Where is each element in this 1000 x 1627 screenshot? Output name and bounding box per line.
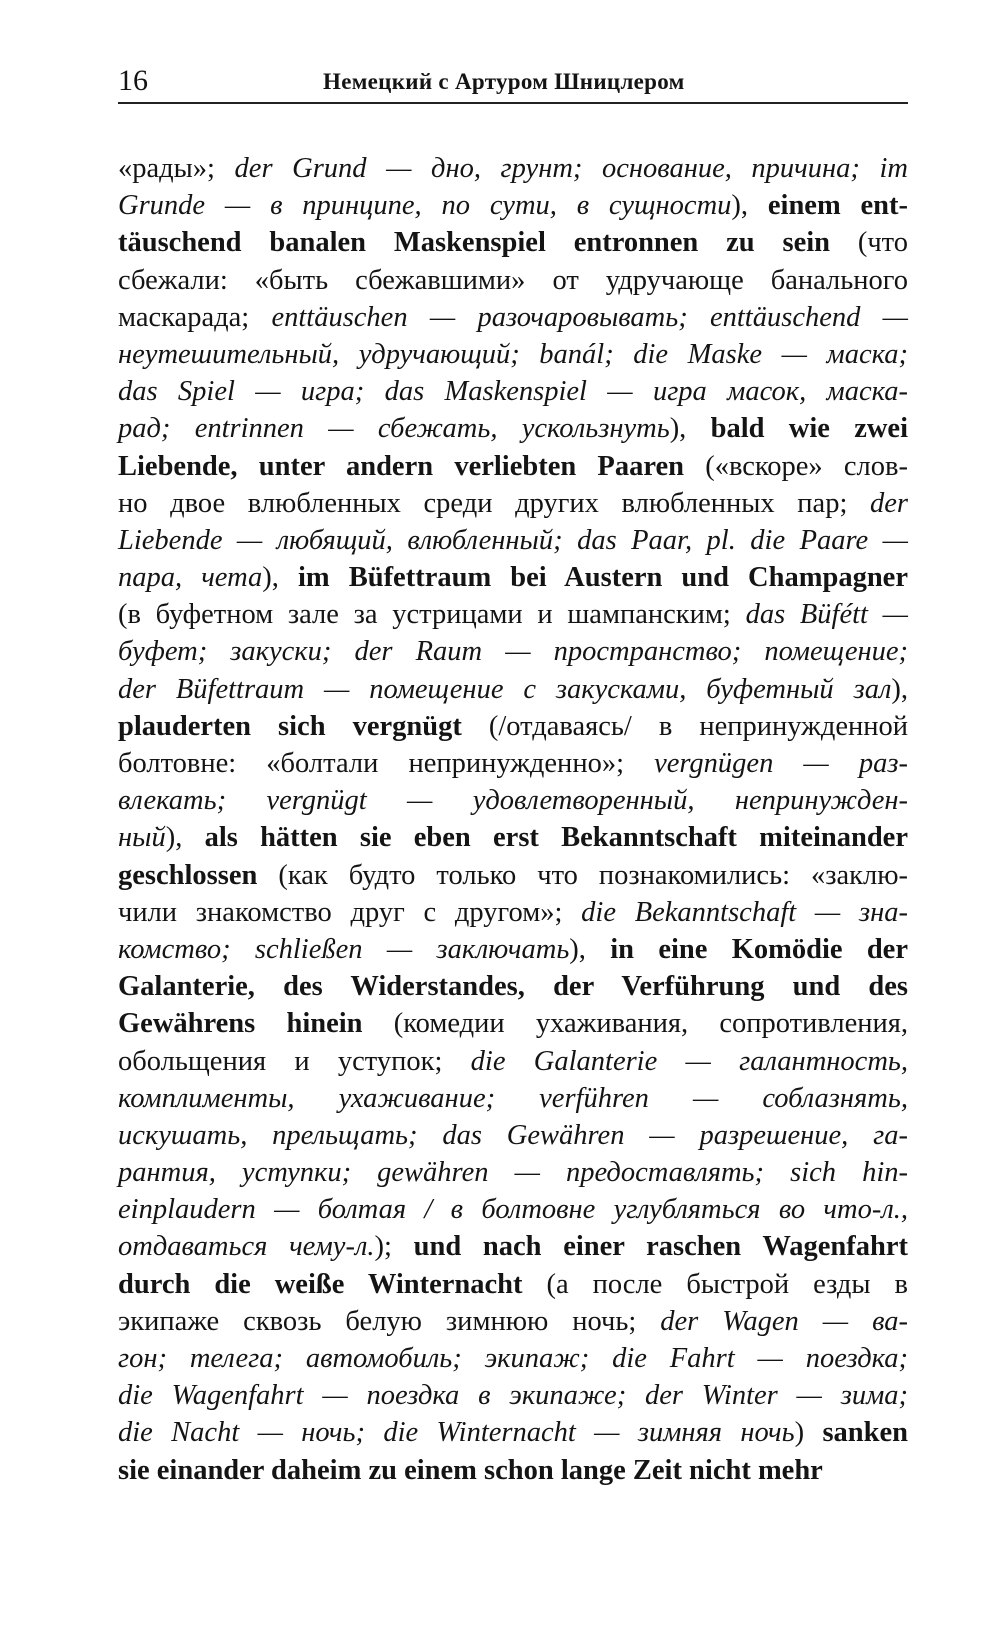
russian-translation: (/отдаваясь/ в непринужденной [461, 710, 908, 742]
vocabulary-gloss: vergnügen — раз- [654, 748, 908, 779]
text-line [118, 968, 908, 1005]
russian-translation: ), [262, 562, 298, 594]
text-line [118, 336, 908, 373]
text-line [118, 1303, 908, 1340]
text-line [118, 633, 908, 670]
german-source-text: geschlossen [118, 859, 258, 891]
text-line [118, 782, 908, 819]
text-line [118, 1117, 908, 1154]
text-line [118, 894, 908, 931]
vocabulary-gloss: неутешительный, удручающий; banál; die Maske — маска; [118, 338, 908, 370]
vocabulary-gloss: комство; schließen — заключать [118, 933, 570, 965]
text-line [118, 1043, 908, 1080]
text-line [118, 1154, 908, 1191]
vocabulary-gloss: гон; телега; автомобиль; экипаж; die Fahrt — поездка; [118, 1343, 908, 1374]
vocabulary-gloss: die Galanterie — галантность, [470, 1045, 908, 1077]
russian-translation: ), [165, 822, 205, 854]
russian-translation: (что [830, 227, 908, 259]
text-line [118, 1080, 908, 1117]
russian-translation: (как будто только что познакомились: «заклю- [257, 859, 908, 891]
vocabulary-gloss: рад; entrinnen — сбежать, ускользнуть [118, 413, 670, 445]
vocabulary-gloss: пара, чета [118, 562, 263, 594]
running-title: Немецкий с Артуром Шницлером [323, 69, 685, 94]
text-line [118, 596, 908, 633]
russian-translation: ) [794, 1417, 823, 1449]
russian-translation: болтовне: «болтали непринужденно»; [118, 748, 655, 779]
german-source-text: in eine Komödie der [610, 933, 908, 965]
text-line [118, 1266, 908, 1303]
german-source-text: als hätten sie eben erst Bekanntschaft miteinander [204, 822, 908, 854]
vocabulary-gloss: комплименты, ухаживание; verführen — соблазнять, [118, 1082, 908, 1114]
russian-translation: маскарада; [118, 301, 272, 333]
vocabulary-gloss: die Wagenfahrt — поездка в экипаже; der Winter — зима; [118, 1380, 908, 1412]
text-line [118, 485, 908, 522]
german-source-text: täuschend banalen Maskenspiel entronnen zu sein [118, 227, 830, 259]
page-number: 16 [118, 64, 148, 97]
vocabulary-gloss: рантия, уступки; gewähren — предоставлять; sich hin- [118, 1157, 908, 1189]
vocabulary-gloss: Grunde — в принципе, по сути, в сущности [118, 190, 732, 222]
german-source-text: und nach einer raschen Wagenfahrt [413, 1231, 908, 1263]
russian-translation: ), [731, 190, 768, 222]
german-source-text: durch die weiße Winternacht [118, 1268, 523, 1300]
text-line [118, 708, 908, 745]
russian-translation: но двое влюбленных среди других влюбленных пар; [118, 487, 870, 519]
page-header [118, 62, 908, 104]
russian-translation: ); [374, 1231, 414, 1263]
text-line [118, 448, 908, 485]
german-source-text: sie einander daheim zu einem schon lange Zeit nicht mehr [118, 1454, 823, 1486]
russian-translation: ), [569, 933, 611, 965]
vocabulary-gloss: отдаваться чему-л. [118, 1231, 375, 1263]
russian-translation: (комедии ухаживания, сопротивления, [362, 1008, 908, 1040]
text-line [118, 559, 908, 596]
vocabulary-gloss: der [870, 487, 908, 519]
german-source-text: einem ent- [767, 190, 908, 222]
vocabulary-gloss: влекать; vergnügt — удовлетворенный, непринужден- [118, 785, 908, 817]
vocabulary-gloss: einplaudern — болтая / в болтовне углубляться во что-л., [118, 1194, 908, 1226]
text-line [118, 1191, 908, 1228]
text-line [118, 1377, 908, 1414]
russian-translation: обольщения и уступок; [118, 1045, 471, 1077]
vocabulary-gloss: der Büfettraum — помещение с закусками, буфетный зал [118, 673, 892, 705]
vocabulary-gloss: enttäuschen — разочаровывать; enttäuschend — [271, 301, 908, 333]
text-line [118, 1452, 908, 1489]
german-source-text: Gewährens hinein [118, 1008, 363, 1040]
russian-translation: («вскоре» слов- [683, 450, 908, 482]
vocabulary-gloss: ный [118, 822, 166, 854]
russian-translation: сбежали: «быть сбежавшими» от удручающе банального [118, 264, 908, 296]
russian-translation: «рады»; [118, 153, 235, 184]
vocabulary-gloss: die Bekanntschaft — зна- [581, 896, 908, 928]
text-line [118, 373, 908, 410]
text-line [118, 671, 908, 708]
russian-translation: (а после быстрой езды в [522, 1268, 908, 1300]
text-line [118, 1005, 908, 1042]
german-source-text: plauderten sich vergnügt [118, 710, 462, 742]
german-source-text: bald wie zwei [710, 413, 908, 445]
russian-translation: экипаже сквозь белую зимнюю ночь; [118, 1305, 661, 1337]
russian-translation: ), [891, 673, 908, 705]
text-line [118, 262, 908, 299]
vocabulary-gloss: Liebende — любящий, влюбленный; das Paar, pl. die Paare — [118, 524, 908, 556]
vocabulary-gloss: буфет; закуски; der Raum — пространство; помещение; [118, 636, 908, 668]
russian-translation: ), [669, 413, 711, 445]
text-line [118, 1228, 908, 1265]
vocabulary-gloss: die Nacht — ночь; die Winternacht — зимняя ночь [118, 1417, 795, 1449]
text-line [118, 299, 908, 336]
text-line [118, 931, 908, 968]
body-text [118, 150, 908, 1489]
vocabulary-gloss: искушать, прельщать; das Gewähren — разрешение, га- [118, 1119, 908, 1151]
text-line [118, 224, 908, 261]
german-source-text: Liebende, unter andern verliebten Paaren [118, 450, 684, 482]
vocabulary-gloss: der Grund — дно, грунт; основание, причина; im [234, 153, 908, 184]
text-line [118, 1340, 908, 1377]
russian-translation: (в буфетном зале за устрицами и шампанским; [118, 599, 746, 631]
text-line [118, 1414, 908, 1451]
text-line [118, 819, 908, 856]
text-line [118, 187, 908, 224]
text-line [118, 857, 908, 894]
text-line [118, 410, 908, 447]
vocabulary-gloss: das Spiel — игра; das Maskenspiel — игра масок, маска- [118, 376, 908, 408]
text-line [118, 745, 908, 782]
vocabulary-gloss: der Wagen — ва- [660, 1305, 908, 1337]
text-line [118, 522, 908, 559]
vocabulary-gloss: das Büfétt — [745, 599, 908, 631]
german-source-text: Galanterie, des Widerstandes, der Verführung und des [118, 971, 908, 1003]
german-source-text: im Büfettraum bei Austern und Champagner [297, 562, 908, 594]
russian-translation: чили знакомство друг с другом»; [118, 896, 582, 928]
text-line [118, 150, 908, 187]
german-source-text: sanken [822, 1417, 908, 1449]
